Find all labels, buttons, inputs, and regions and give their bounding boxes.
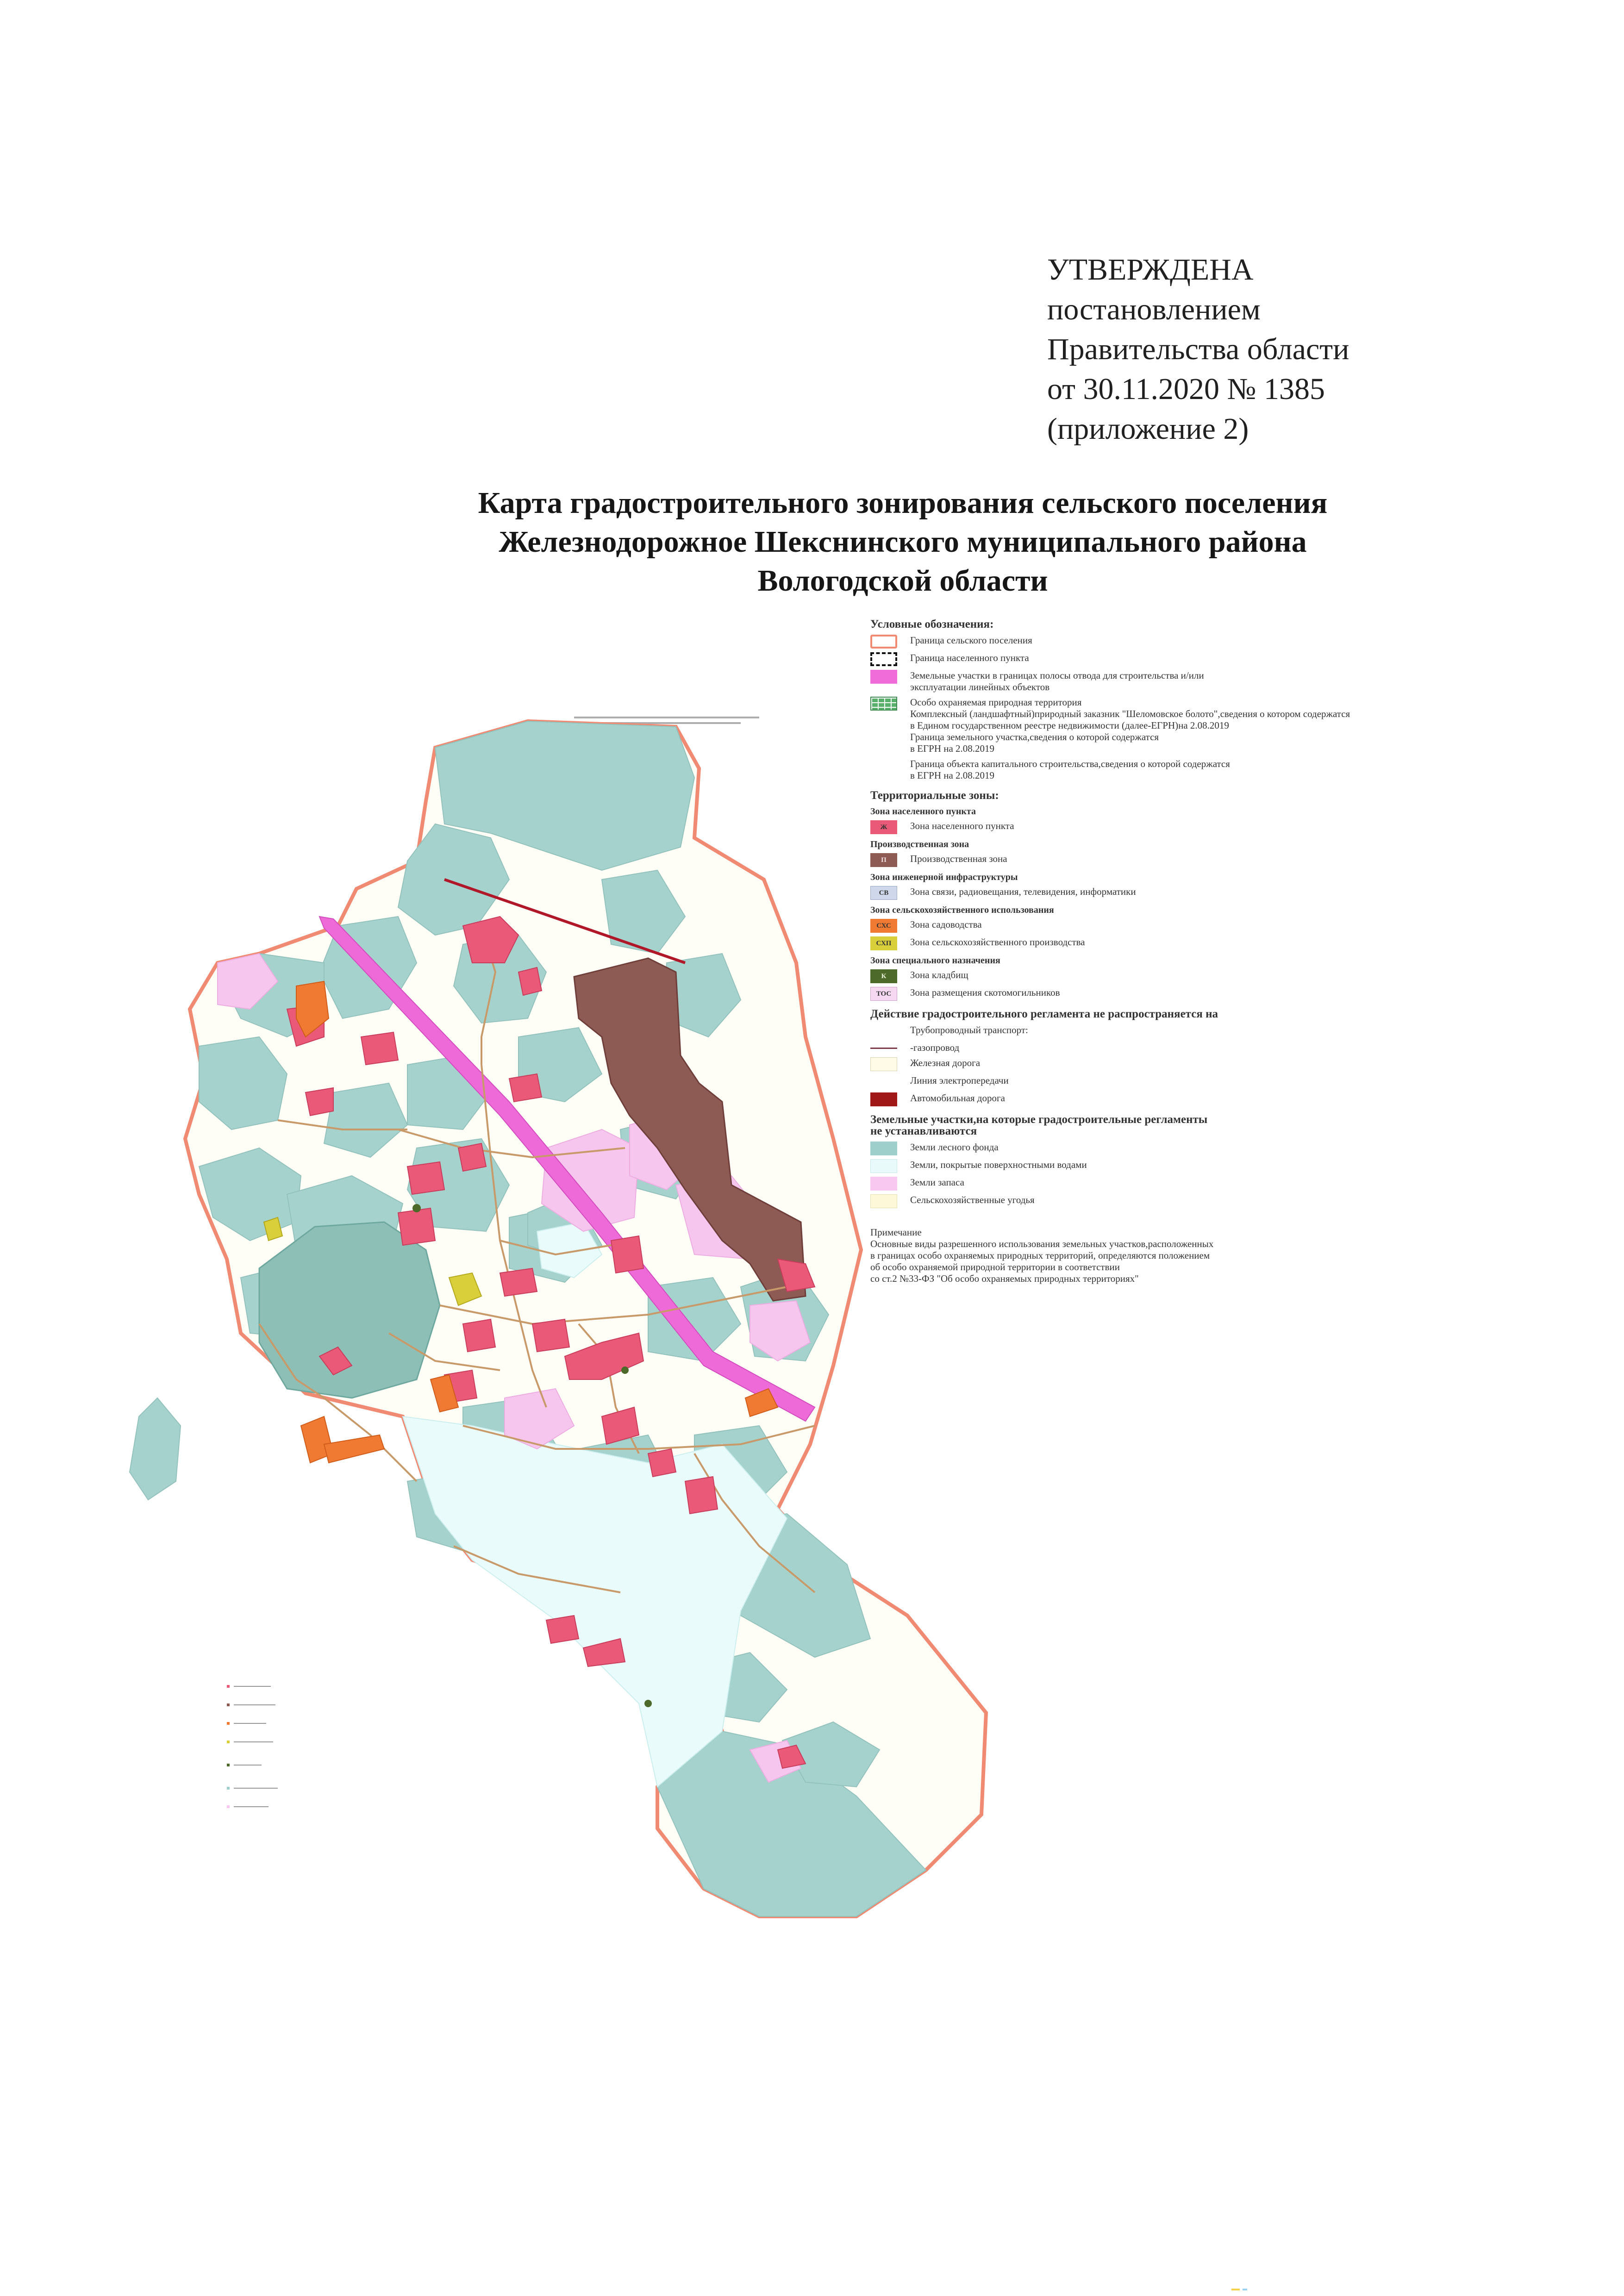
note-heading: Примечание (870, 1227, 922, 1238)
water-lands-swatch (870, 1159, 897, 1173)
legend-item-protected-area (870, 697, 1518, 755)
road-swatch (870, 1092, 897, 1106)
map-legend (870, 616, 1518, 1285)
legend-label: Трубопроводный транспорт: (910, 1024, 1028, 1036)
approval-line-3: Правительства области (1047, 332, 1349, 366)
locality-boundary-swatch (870, 652, 897, 666)
scan-mark (1231, 2287, 1259, 2291)
legend-item-gas-pipeline (870, 1042, 1518, 1054)
legend-label: Земельные участки в границах полосы отвода для строительства и/или (910, 670, 1204, 681)
legend-label: Комплексный (ландшафтный)природный заказник "Шеломовское болото",сведения о котором содержатся (910, 708, 1350, 719)
legend-item-capital-object-boundary (870, 758, 1518, 781)
protected-nature-reserve (259, 1222, 440, 1398)
legend-label: Граница населенного пункта (910, 652, 1029, 663)
legend-label: Граница земельного участка,сведения о которой содержатся (910, 731, 1159, 742)
approval-stamp (1047, 250, 1464, 449)
note-line-4: со ст.2 №33-ФЗ "Об особо охраняемых природных территориях" (870, 1273, 1139, 1284)
gas-pipeline-swatch (870, 1048, 897, 1049)
legend-item-settlement-boundary (870, 635, 1518, 649)
legend-label: Земли запаса (910, 1177, 964, 1188)
legend-item-industrial-zone (870, 853, 1518, 867)
no-regulations-heading (870, 1114, 1518, 1137)
legend-item-agricultural-lands (870, 1194, 1518, 1208)
no-regulations-heading-line-2: не устанавливаются (870, 1125, 977, 1137)
approval-line-4: от 30.11.2020 № 1385 (1047, 372, 1325, 406)
settlement-zone-swatch: Ж (870, 820, 897, 834)
industrial-zone-swatch: П (870, 853, 897, 867)
mini-legend (227, 1685, 278, 1808)
legend-label: Граница объекта капитального строительства,сведения о которой содержатся (910, 758, 1230, 769)
map-title-line-1: Карта градостроительного зонирования сельского поселения (478, 486, 1328, 520)
legend-item-reserve-lands (870, 1177, 1518, 1191)
legend-label: Производственная зона (910, 853, 1007, 864)
legend-item-burial-zone (870, 987, 1518, 1001)
garden-zone-swatch: СХС (870, 919, 897, 933)
legend-item-linear-objects (870, 670, 1518, 693)
group-agricultural: Зона сельскохозяйственного использования (870, 905, 1054, 915)
agricultural-lands-swatch (870, 1194, 897, 1208)
burial-zone-swatch: ТОС (870, 987, 897, 1001)
legend-item-cemetery-zone (870, 969, 1518, 983)
legend-label: Линия электропередачи (910, 1075, 1009, 1086)
legend-item-power-line (870, 1075, 1518, 1089)
legend-label: в ЕГРН на 2.08.2019 (910, 770, 995, 781)
capital-object-swatch (870, 758, 897, 772)
group-special: Зона специального назначения (870, 955, 1000, 966)
legend-item-locality-boundary (870, 652, 1518, 666)
legend-item-agri-production-zone (870, 936, 1518, 950)
legend-label: Зона связи, радиовещания, телевидения, информатики (910, 886, 1136, 897)
legend-label: Автомобильная дорога (910, 1092, 1005, 1104)
note-line-1: Основные виды разрешенного использования земельных участков,расположенных (870, 1238, 1214, 1249)
legend-label: эксплуатации линейных объектов (910, 681, 1050, 693)
map-title-line-2: Железнодорожное Шекснинского муниципального района (499, 525, 1307, 559)
approval-line-2: постановлением (1047, 293, 1261, 326)
legend-item-water-lands (870, 1159, 1518, 1173)
group-industrial: Производственная зона (870, 839, 969, 849)
power-line-swatch (870, 1075, 897, 1089)
approval-line-5: (приложение 2) (1047, 412, 1249, 446)
map-note (870, 1227, 1518, 1285)
legend-item-road (870, 1092, 1518, 1106)
legend-label: в Едином государственном реестре недвижимости (далее-ЕГРН)на 2.08.2019 (910, 720, 1229, 731)
legend-item-settlement-zone (870, 820, 1518, 834)
legend-label: Зона размещения скотомогильников (910, 987, 1060, 998)
settlement-boundary-swatch (870, 635, 897, 649)
legend-label: -газопровод (910, 1042, 960, 1053)
legend-label: Зона населенного пункта (910, 820, 1014, 831)
legend-label: Сельскохозяйственные угодья (910, 1194, 1035, 1205)
legend-label: Земли лесного фонда (910, 1142, 999, 1153)
legend-item-railway (870, 1057, 1518, 1071)
protected-area-swatch (870, 697, 897, 711)
linear-objects-swatch (870, 670, 897, 684)
forest-fund-swatch (870, 1142, 897, 1155)
legend-item-communications-zone (870, 886, 1518, 900)
reserve-lands-swatch (870, 1177, 897, 1191)
zones-heading: Территориальные зоны: (870, 789, 999, 802)
no-regulations-heading-line-1: Земельные участки,на которые градостроительные регламенты (870, 1113, 1208, 1126)
legend-label: Граница сельского поселения (910, 635, 1032, 646)
approval-line-1: УТВЕРЖДЕНА (1047, 253, 1254, 287)
legend-label: Зона сельскохозяйственного производства (910, 936, 1085, 948)
agri-production-zone-swatch: СХП (870, 936, 897, 950)
legend-item-pipeline (870, 1024, 1518, 1038)
group-settlement: Зона населенного пункта (870, 806, 976, 817)
legend-label: Особо охраняемая природная территория (910, 697, 1082, 708)
map-title (231, 484, 1574, 600)
railway-swatch (870, 1057, 897, 1071)
legend-item-garden-zone (870, 919, 1518, 933)
cemetery-zone-swatch: К (870, 969, 897, 983)
no-regulation-heading: Действие градостроительного регламента не распространяется на (870, 1008, 1218, 1020)
legend-heading: Условные обозначения: (870, 618, 994, 630)
legend-label: Зона кладбищ (910, 969, 968, 980)
note-line-3: об особо охраняемой природной территории в соответствии (870, 1261, 1120, 1273)
legend-item-forest-fund (870, 1142, 1518, 1155)
legend-label: Зона садоводства (910, 919, 982, 930)
legend-label: Земли, покрытые поверхностными водами (910, 1159, 1087, 1170)
note-line-2: в границах особо охраняемых природных территорий, определяются положением (870, 1250, 1210, 1261)
communications-zone-swatch: СВ (870, 886, 897, 900)
map-title-line-3: Вологодской области (757, 564, 1048, 598)
legend-label: в ЕГРН на 2.08.2019 (910, 743, 995, 754)
pipeline-swatch (870, 1024, 897, 1038)
group-infrastructure: Зона инженерной инфраструктуры (870, 872, 1018, 882)
legend-label: Железная дорога (910, 1057, 981, 1068)
